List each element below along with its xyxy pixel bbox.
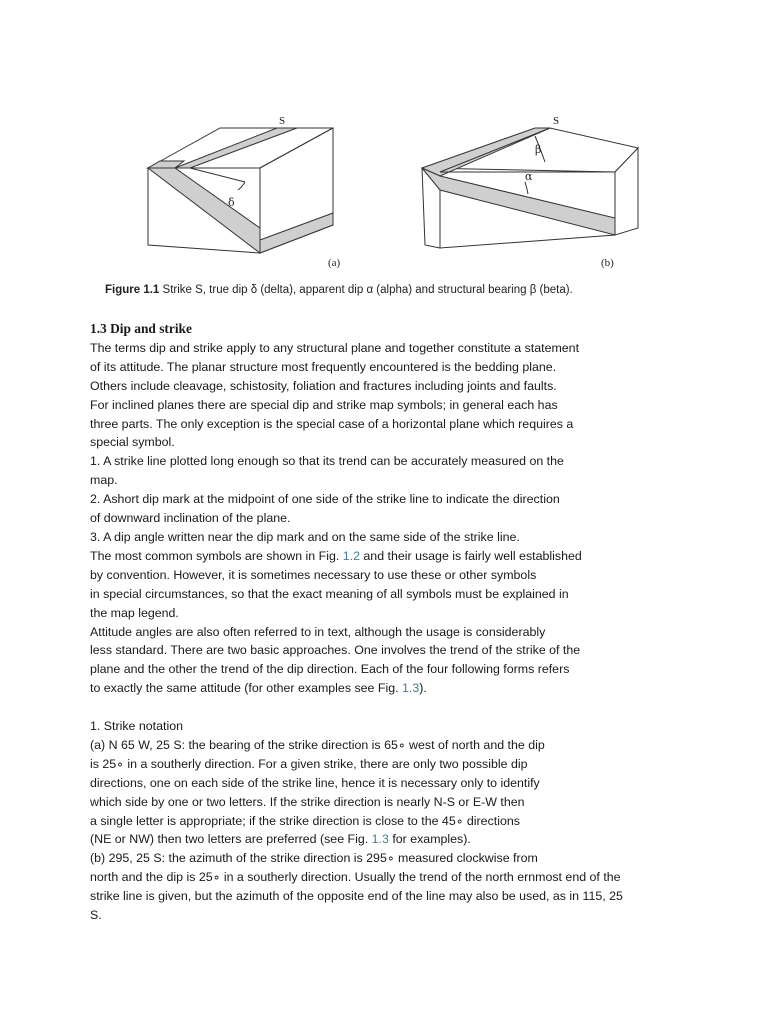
section-heading: 1.3 Dip and strike [90, 321, 192, 336]
paragraph-gap [90, 698, 690, 717]
block-diagram-b [422, 128, 638, 248]
text-line: of its attitude. The planar structure most frequently encountered is the bedding plane. [90, 359, 557, 374]
strike-label-a: S [279, 115, 286, 127]
text-line: 1. Strike notation [90, 719, 183, 734]
text-line: The terms dip and strike apply to any structural plane and together constitute a statement [90, 340, 580, 355]
text-line: Others include cleavage, schistosity, foliation and fractures including joints and faults. [90, 378, 557, 393]
text-line: (NE or NW) then two letters are preferred (see Fig. 1.3 for examples). [90, 832, 471, 847]
text-line: north and the dip is 25∘ in a southerly direction. Usually the trend of the north ernmost end of the [90, 870, 621, 885]
text-line: directions, one on each side of the strike line, hence it is necessary only to identify [90, 775, 540, 790]
text-line: a single letter is appropriate; if the strike direction is close to the 45∘ directions [90, 813, 520, 828]
figure-reference-link[interactable]: 1.3 [401, 681, 420, 696]
text-line: (b) 295, 25 S: the azimuth of the strike direction is 295∘ measured clockwise from [90, 851, 538, 866]
bearing-beta-label: β [535, 143, 542, 156]
text-line: map. [90, 473, 118, 488]
strike-label-b: S [553, 115, 560, 127]
text-line: (a) N 65 W, 25 S: the bearing of the strike direction is 65∘ west of north and the dip [90, 737, 545, 752]
section-body [90, 320, 690, 925]
figure-caption [105, 284, 573, 296]
text-line: three parts. The only exception is the special case of a horizontal plane which requires a [90, 416, 574, 431]
figure-caption-text: Strike S, true dip δ (delta), apparent dip α (alpha) and structural bearing β (beta). [159, 284, 573, 296]
text-line: For inclined planes there are special dip and strike map symbols; in general each has [90, 397, 558, 412]
apparent-dip-alpha-label: α [525, 170, 533, 183]
text-line: by convention. However, it is sometimes necessary to use these or other symbols [90, 567, 537, 582]
figure-1-1 [0, 0, 768, 280]
text-line: S. [90, 908, 102, 923]
text-line: in special circumstances, so that the exact meaning of all symbols must be explained in [90, 586, 569, 601]
text-line: plane and the other the trend of the dip direction. Each of the four following forms refers [90, 662, 570, 677]
text-line: of downward inclination of the plane. [90, 511, 291, 526]
block-diagram-a [148, 128, 333, 253]
dip-delta-label: δ [228, 196, 235, 209]
text-line: is 25∘ in a southerly direction. For a given strike, there are only two possible dip [90, 756, 528, 771]
text-line: special symbol. [90, 435, 175, 450]
figure-number: Figure 1.1 [105, 284, 160, 296]
panel-label-b: (b) [601, 257, 614, 269]
text-line: to exactly the same attitude (for other examples see Fig. 1.3). [90, 681, 427, 696]
text-line: strike line is given, but the azimuth of the opposite end of the line may also be used, as in 115, 25 [90, 889, 623, 904]
text-line: The most common symbols are shown in Fig. 1.2 and their usage is fairly well established [90, 548, 582, 563]
text-line: which side by one or two letters. If the strike direction is nearly N-S or E-W then [90, 794, 525, 809]
text-line: less standard. There are two basic approaches. One involves the trend of the strike of the [90, 643, 581, 658]
text-line: 3. A dip angle written near the dip mark and on the same side of the strike line. [90, 529, 520, 544]
panel-label-a: (a) [328, 257, 341, 269]
text-line: the map legend. [90, 605, 179, 620]
figure-reference-link[interactable]: 1.2 [342, 548, 360, 563]
figure-reference-link[interactable]: 1.3 [371, 832, 389, 847]
text-line: Attitude angles are also often referred to in text, although the usage is considerably [90, 624, 546, 639]
text-line: 1. A strike line plotted long enough so that its trend can be accurately measured on the [90, 454, 564, 469]
text-line: 2. Ashort dip mark at the midpoint of one side of the strike line to indicate the direction [90, 492, 560, 507]
